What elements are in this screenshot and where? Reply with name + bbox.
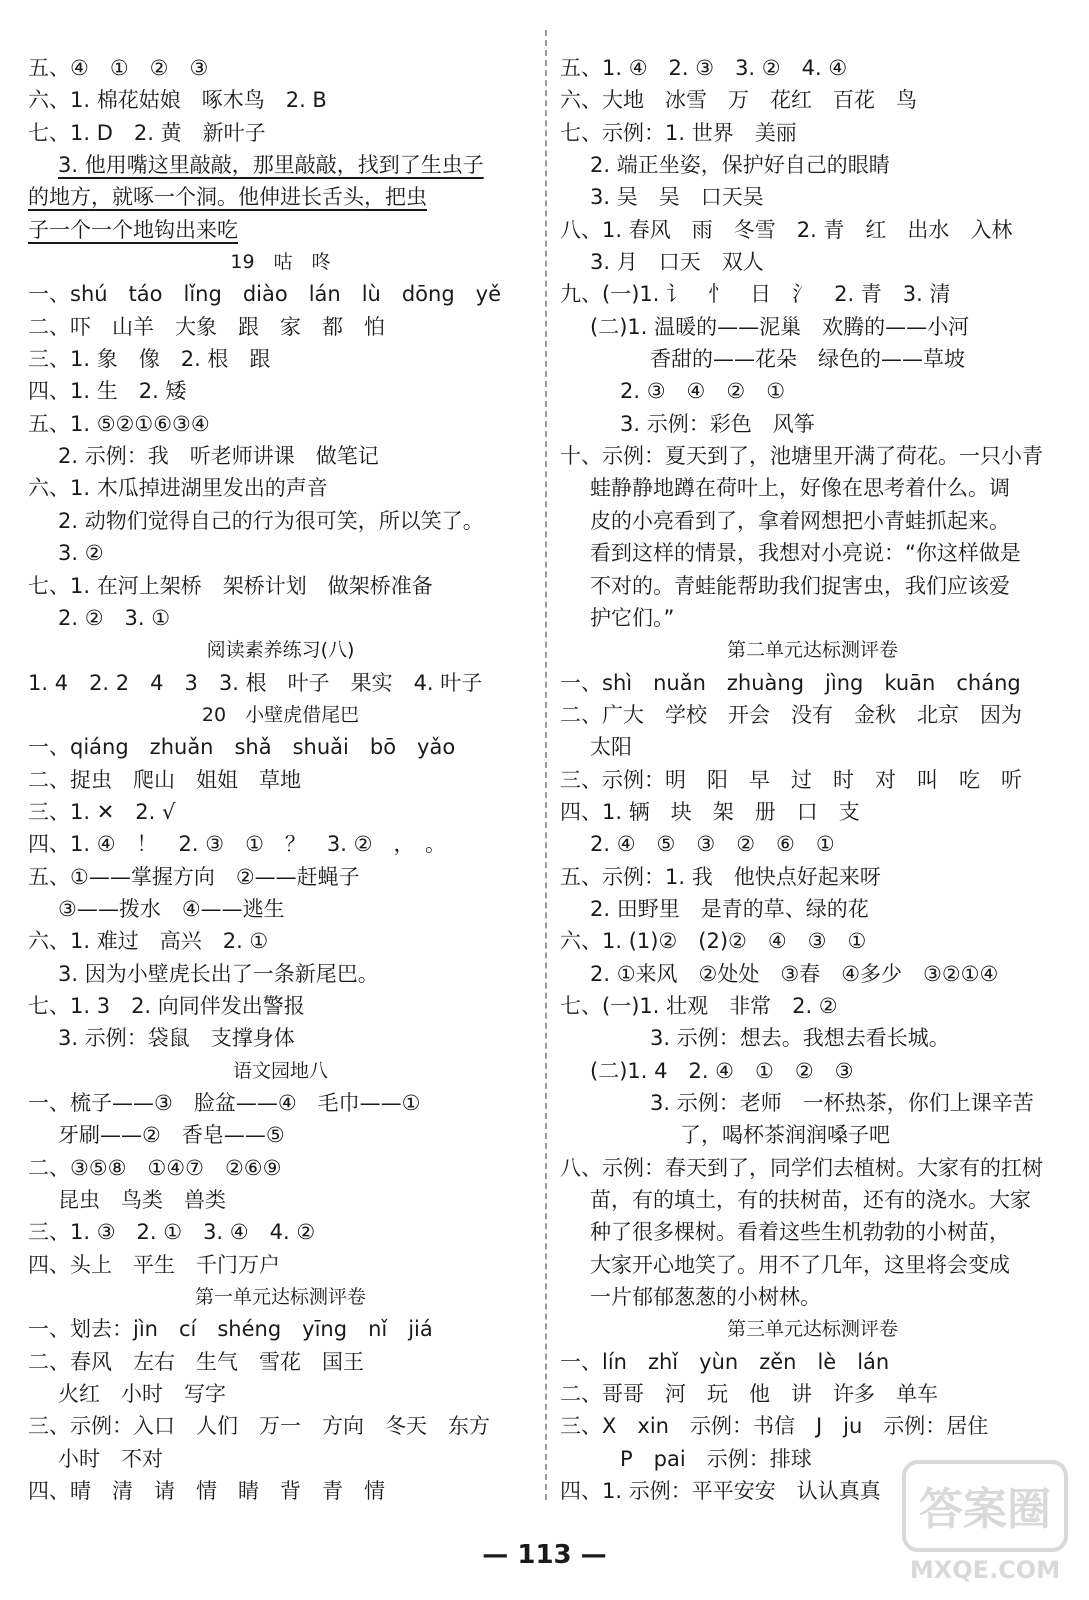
right-answer-line: [560, 796, 1065, 828]
left-answer-line: [28, 893, 533, 925]
right-answer-line: [560, 84, 1065, 116]
line-text: 看到这样的情景，我想对小亮说：“你这样做是: [590, 541, 1021, 566]
line-text: 九、(一)1. 讠 忄 日 氵 2. 青 3. 清: [560, 282, 951, 307]
right-answer-line: [560, 667, 1065, 699]
line-text: 了，喝杯茶润润嗓子吧: [680, 1123, 890, 1148]
line-text: 2. 动物们觉得自己的行为很可笑，所以笑了。: [58, 508, 484, 533]
right-answer-line: [560, 602, 1065, 634]
left-answer-line: [28, 278, 533, 310]
line-text: 太阳: [590, 735, 632, 760]
line-text: 昆虫 鸟类 兽类: [58, 1188, 226, 1213]
left-answer-line: [28, 1087, 533, 1119]
right-answer-line: [560, 149, 1065, 181]
left-answer-line: [28, 796, 533, 828]
line-text: 二、捉虫 爬山 姐姐 草地: [28, 767, 301, 792]
line-text: 大家开心地笑了。用不了几年，这里将会变成: [590, 1252, 1010, 1277]
line-text: 3. 吴 吴 口天吴: [590, 185, 764, 210]
left-section-heading: [28, 1281, 533, 1313]
left-answer-line: [28, 828, 533, 860]
left-section-heading: [28, 699, 533, 731]
right-answer-line: [560, 1249, 1065, 1281]
left-answer-line: [28, 667, 533, 699]
right-answer-line: [560, 440, 1065, 472]
line-text: 皮的小亮看到了，拿着网想把小青蛙抓起来。: [590, 508, 1010, 533]
right-answer-line: [560, 505, 1065, 537]
line-text: 阅读素养练习(八): [206, 639, 355, 662]
line-text: 三、1. ✕ 2. √: [28, 799, 176, 824]
line-text: 三、示例：明 阳 早 过 时 对 叫 吃 听: [560, 767, 1022, 792]
line-text: 一、lín zhǐ yùn zěn lè lán: [560, 1349, 890, 1374]
right-answer-line: [560, 117, 1065, 149]
line-text: 20 小壁虎借尾巴: [201, 703, 360, 726]
right-answer-line: [560, 1378, 1065, 1410]
line-text: 火红 小时 写字: [58, 1382, 226, 1407]
line-text: 小时 不对: [58, 1446, 163, 1471]
right-answer-line: [560, 537, 1065, 569]
line-text: 二、哥哥 河 玩 他 讲 许多 单车: [560, 1382, 938, 1407]
right-answer-line: [560, 925, 1065, 957]
line-text: 六、1. 棉花姑娘 啄木鸟 2. B: [28, 88, 327, 113]
left-answer-line: [28, 1475, 533, 1507]
left-answer-line: [28, 440, 533, 472]
right-answer-line: [560, 1152, 1065, 1184]
right-answer-line: [560, 343, 1065, 375]
line-text: 子一个一个地钩出来吃: [28, 217, 238, 242]
line-text: 一、划去：jìn cí shéng yīng nǐ jiá: [28, 1317, 433, 1342]
line-text: 八、示例：春天到了，同学们去植树。大家有的扛树: [560, 1155, 1043, 1180]
right-answer-line: [560, 764, 1065, 796]
left-answer-line: [28, 343, 533, 375]
left-answer-line: [28, 602, 533, 634]
left-answer-line: [28, 1119, 533, 1151]
line-text: 三、X xin 示例：书信 J ju 示例：居住: [560, 1414, 989, 1439]
left-answer-line: [28, 1216, 533, 1248]
left-section-heading: [28, 246, 533, 278]
left-answer-line: [28, 52, 533, 84]
line-text: 不对的。青蛙能帮助我们捉害虫，我们应该爱: [590, 573, 1010, 598]
line-text: 2. 田野里 是青的草、绿的花: [590, 896, 869, 921]
line-text: 护它们。”: [590, 605, 675, 630]
right-answer-line: [560, 1216, 1065, 1248]
right-answer-line: [560, 472, 1065, 504]
left-answer-line: [28, 1410, 533, 1442]
right-answer-line: [560, 958, 1065, 990]
right-answer-line: [560, 1410, 1065, 1442]
line-text: 语文园地八: [232, 1059, 328, 1082]
line-text: ③——拨水 ④——逃生: [58, 896, 285, 921]
left-answer-line: [28, 375, 533, 407]
left-section-heading: [28, 634, 533, 666]
left-answer-line: [28, 731, 533, 763]
line-text: 三、1. 象 像 2. 根 跟: [28, 347, 271, 372]
right-answer-line: [560, 990, 1065, 1022]
left-answer-line: [28, 1152, 533, 1184]
left-answer-line: [28, 472, 533, 504]
left-section-heading: [28, 1055, 533, 1087]
line-text: 五、①——掌握方向 ②——赶蝇子: [28, 864, 360, 889]
line-text: 2. ② 3. ①: [58, 605, 171, 630]
line-text: 2. 端正坐姿，保护好自己的眼睛: [590, 153, 890, 178]
line-text: 一片郁郁葱葱的小树林。: [590, 1285, 821, 1310]
line-text: 四、1. 示例：平平安安 认认真真: [560, 1479, 881, 1504]
right-answer-line: [560, 311, 1065, 343]
line-text: 四、1. ④ ！ 2. ③ ① ？ 3. ② ， 。: [28, 832, 446, 857]
right-answer-line: [560, 1022, 1065, 1054]
line-text: 一、shì nuǎn zhuàng jìng kuān cháng: [560, 670, 1021, 695]
line-text: 三、1. ③ 2. ① 3. ④ 4. ②: [28, 1220, 316, 1245]
line-text: 3. 示例：老师 一杯热茶，你们上课辛苦: [650, 1091, 1034, 1115]
line-text: 第二单元达标测评卷: [726, 639, 898, 662]
right-answer-line: [560, 278, 1065, 310]
left-answer-line: [28, 861, 533, 893]
line-text: 二、③⑤⑧ ①④⑦ ②⑥⑨: [28, 1155, 282, 1180]
line-text: 五、1. ⑤②①⑥③④: [28, 411, 210, 436]
line-text: 牙刷——② 香皂——⑤: [58, 1123, 285, 1148]
right-answer-line: [560, 246, 1065, 278]
right-answer-line: [560, 375, 1065, 407]
line-text: 一、梳子——③ 脸盆——④ 毛巾——①: [28, 1091, 421, 1115]
line-text: 五、④ ① ② ③: [28, 56, 209, 80]
line-text: 香甜的——花朵 绿色的——草坡: [650, 347, 965, 372]
line-text: 四、1. 生 2. 矮: [28, 379, 187, 404]
line-text: 六、1. 难过 高兴 2. ①: [28, 929, 269, 954]
line-text: 三、示例：入口 人们 万一 方向 冬天 东方: [28, 1414, 490, 1439]
line-text: 七、1. 3 2. 向同伴发出警报: [28, 993, 305, 1018]
line-text: 一、qiáng zhuǎn shǎ shuǎi bō yǎo: [28, 735, 456, 760]
right-answer-line: [560, 52, 1065, 84]
right-answer-line: [560, 408, 1065, 440]
line-text: 二、吓 山羊 大象 跟 家 都 怕: [28, 314, 385, 339]
left-answer-line: [28, 537, 533, 569]
line-text: (二)1. 4 2. ④ ① ② ③: [590, 1058, 854, 1083]
line-text: 3. 他用嘴这里敲敲，那里敲敲，找到了生虫子: [58, 153, 484, 178]
left-answer-line: [28, 117, 533, 149]
left-answer-line: [28, 505, 533, 537]
right-answer-line: [560, 1346, 1065, 1378]
line-text: 六、1. (1)② (2)② ④ ③ ①: [560, 929, 867, 954]
line-text: 3. 示例：彩色 风筝: [620, 411, 815, 436]
right-answer-line: [560, 1119, 1065, 1151]
line-text: 八、1. 春风 雨 冬雪 2. 青 红 出水 入林: [560, 217, 1013, 242]
line-text: 六、1. 木瓜掉进湖里发出的声音: [28, 476, 328, 501]
left-answer-line: [28, 764, 533, 796]
right-section-heading: [560, 1313, 1065, 1345]
watermark-logo: [900, 1458, 1070, 1588]
right-answer-line: [560, 699, 1065, 731]
line-text: 3. 因为小壁虎长出了一条新尾巴。: [58, 961, 379, 986]
left-answer-line: [28, 1443, 533, 1475]
line-text: 四、晴 清 请 情 睛 背 青 情: [28, 1479, 385, 1504]
right-answer-line: [560, 181, 1065, 213]
right-answer-line: [560, 1087, 1065, 1119]
line-text: 3. 月 口天 双人: [590, 250, 764, 275]
right-answer-line: [560, 861, 1065, 893]
line-text: 七、(一)1. 壮观 非常 2. ②: [560, 993, 838, 1018]
right-answer-line: [560, 1281, 1065, 1313]
line-text: 七、1. 在河上架桥 架桥计划 做架桥准备: [28, 573, 433, 598]
right-answer-line: [560, 1184, 1065, 1216]
left-answer-line: [28, 1184, 533, 1216]
line-text: 四、头上 平生 千门万户: [28, 1252, 280, 1277]
line-text: 3. 示例：想去。我想去看长城。: [650, 1026, 950, 1051]
line-text: 十、示例：夏天到了，池塘里开满了荷花。一只小青: [560, 444, 1043, 469]
line-text: 2. ④ ⑤ ③ ② ⑥ ①: [590, 832, 835, 857]
left-answer-line: [28, 1249, 533, 1281]
line-text: 二、广大 学校 开会 没有 金秋 北京 因为: [560, 702, 1022, 727]
line-text: (二)1. 温暖的——泥巢 欢腾的——小河: [590, 314, 970, 339]
right-answer-line: [560, 731, 1065, 763]
left-answer-line: [28, 990, 533, 1022]
line-text: 2. 示例：我 听老师讲课 做笔记: [58, 444, 379, 469]
line-text: 五、示例：1. 我 他快点好起来呀: [560, 864, 881, 889]
watermark-text: 答案圈: [919, 1484, 1051, 1535]
line-text: 1. 4 2. 2 4 3 3. 根 叶子 果实 4. 叶子: [28, 670, 483, 695]
left-answer-line: [28, 84, 533, 116]
line-text: 19 咕 咚: [230, 251, 331, 274]
page-number: — 113 —: [482, 1540, 607, 1570]
line-text: 五、1. ④ 2. ③ 3. ② 4. ④: [560, 56, 848, 80]
line-text: 第一单元达标测评卷: [194, 1286, 366, 1309]
right-column: [560, 52, 1065, 1507]
left-answer-line: [28, 958, 533, 990]
line-text: 二、春风 左右 生气 雪花 国王: [28, 1349, 364, 1374]
line-text: 3. 示例：袋鼠 支撑身体: [58, 1026, 295, 1051]
column-divider: [545, 30, 547, 1500]
line-text: 苗，有的填土，有的扶树苗，还有的浇水。大家: [590, 1188, 1031, 1213]
left-answer-line: [28, 181, 533, 213]
line-text: 第三单元达标测评卷: [726, 1318, 898, 1341]
line-text: 一、shú táo lǐng diào lán lù dōng yě: [28, 282, 502, 307]
right-answer-line: [560, 214, 1065, 246]
line-text: 2. ③ ④ ② ①: [620, 379, 786, 404]
left-answer-line: [28, 570, 533, 602]
right-answer-line: [560, 828, 1065, 860]
line-text: 七、示例：1. 世界 美丽: [560, 120, 797, 145]
left-answer-line: [28, 925, 533, 957]
left-answer-line: [28, 214, 533, 246]
line-text: 蛙静静地蹲在荷叶上，好像在思考着什么。调: [590, 476, 1010, 501]
line-text: P pai 示例：排球: [620, 1446, 812, 1471]
left-column: [28, 52, 533, 1507]
line-text: 的地方，就啄一个洞。他伸进长舌头，把虫: [28, 185, 427, 210]
left-answer-line: [28, 149, 533, 181]
left-answer-line: [28, 1022, 533, 1054]
left-answer-line: [28, 1378, 533, 1410]
left-answer-line: [28, 1346, 533, 1378]
line-text: 四、1. 辆 块 架 册 口 支: [560, 799, 860, 824]
left-answer-line: [28, 311, 533, 343]
right-answer-line: [560, 570, 1065, 602]
line-text: 六、大地 冰雪 万 花红 百花 鸟: [560, 88, 917, 113]
watermark-domain: MXQE.COM: [909, 1556, 1061, 1584]
line-text: 种了很多棵树。看着这些生机勃勃的小树苗，: [590, 1220, 1010, 1245]
right-answer-line: [560, 1055, 1065, 1087]
left-answer-line: [28, 408, 533, 440]
line-text: 七、1. D 2. 黄 新叶子: [28, 120, 266, 145]
right-answer-line: [560, 893, 1065, 925]
line-text: 2. ①来风 ②处处 ③春 ④多少 ③②①④: [590, 961, 999, 986]
left-answer-line: [28, 1313, 533, 1345]
right-section-heading: [560, 634, 1065, 666]
line-text: 3. ②: [58, 541, 104, 566]
